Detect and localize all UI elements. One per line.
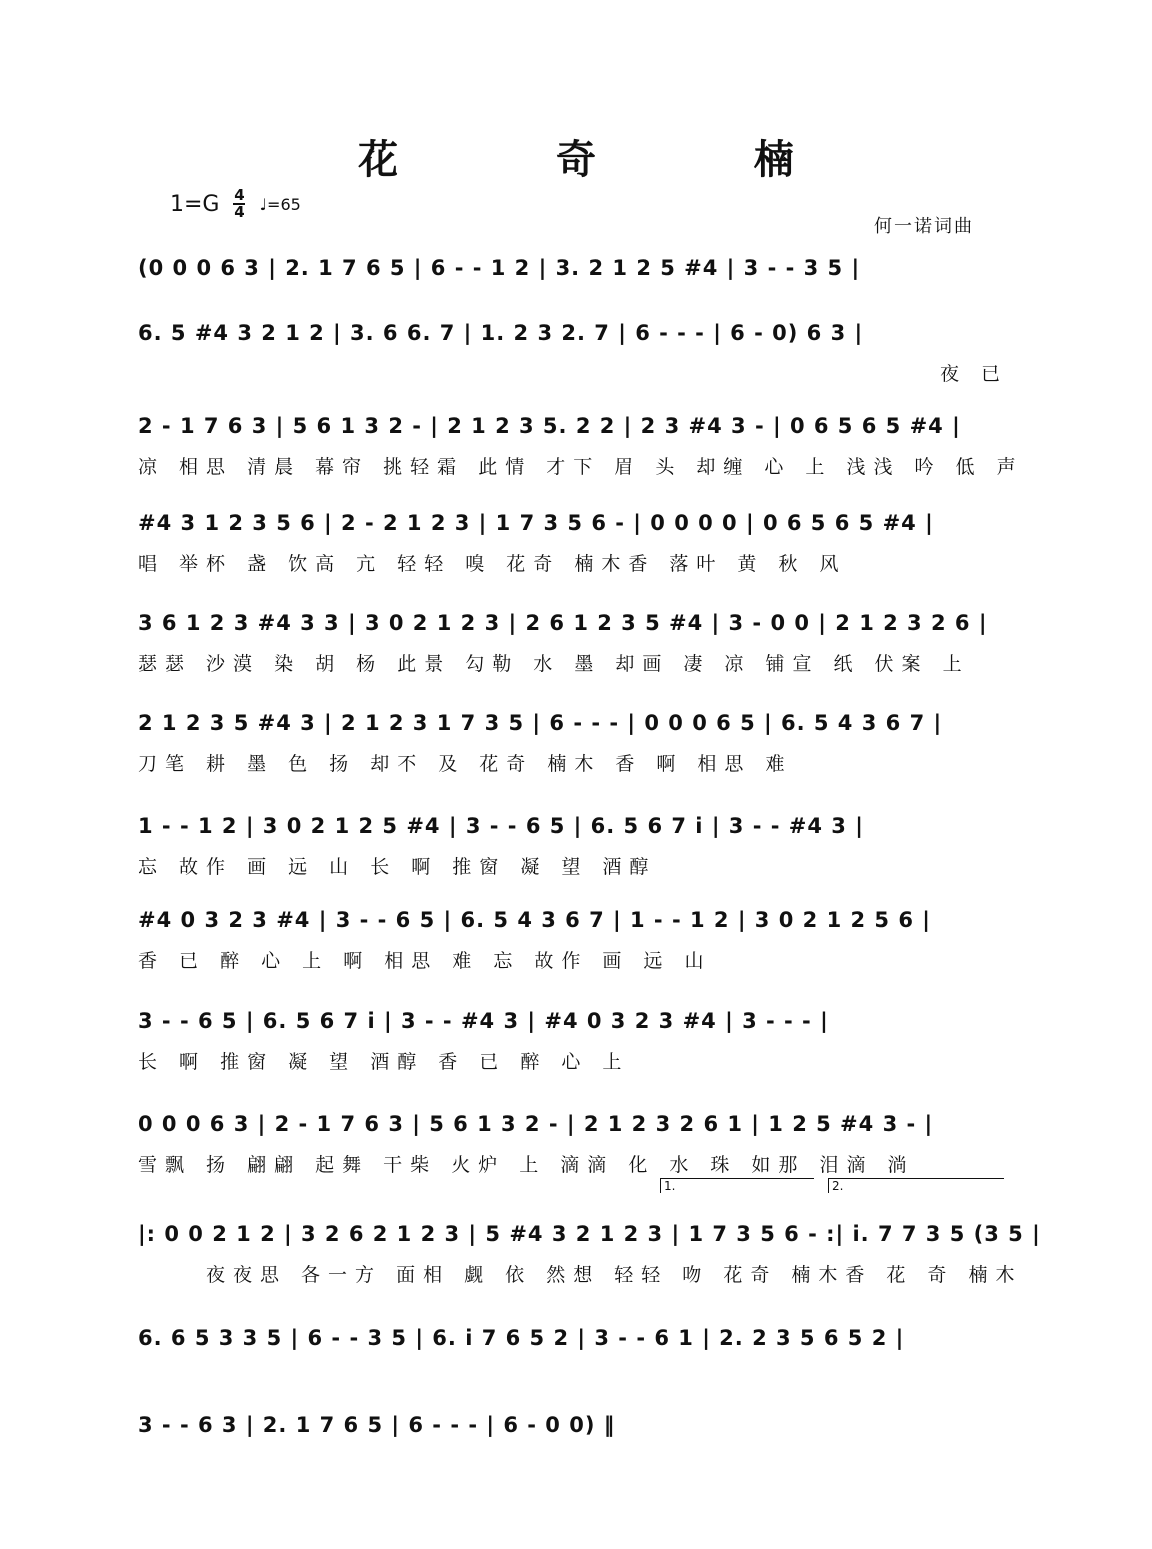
score-system-11 (138, 1179, 1041, 1286)
notation-line: 2 - 1 7 6 3 | 5 6 1 3 2 - | 2 1 2 3 5. 2 2 | 2 3 #4 3 - | 0 6 5 6 5 #4 | (138, 414, 961, 438)
notation-line: #4 0 3 2 3 #4 | 3 - - 6 5 | 6. 5 4 3 6 7 | 1 - - 1 2 | 3 0 2 1 2 5 6 | (138, 908, 931, 932)
notation-line: 3 - - 6 3 | 2. 1 7 6 5 | 6 - - - | 6 - 0 0) ‖ (138, 1413, 616, 1437)
score-system-7 (138, 806, 1008, 878)
lyrics-line: 刀笔 耕 墨 色 扬 却不 及 花奇 楠木 香 啊 相思 难 (138, 753, 793, 775)
notation-line: 1 - - 1 2 | 3 0 2 1 2 5 #4 | 3 - - 6 5 | 6. 5 6 7 i | 3 - - #4 3 | (138, 814, 864, 838)
lyrics-line: 夜 已 (939, 363, 1008, 385)
score-system-4 (138, 503, 1008, 575)
lyrics-line: 瑟瑟 沙漠 染 胡 杨 此景 勾勒 水 墨 却画 凄 凉 铺宣 纸 伏案 上 (138, 653, 970, 675)
score-system-9 (138, 1001, 1008, 1073)
score-system-1 (138, 248, 1008, 320)
first-ending-bracket: 1. (660, 1178, 814, 1193)
score-system-13 (138, 1405, 1008, 1445)
time-signature (233, 188, 245, 220)
song-title: 花 奇 楠 (358, 137, 866, 183)
lyrics-line: 唱 举杯 盏 饮高 亢 轻轻 嗅 花奇 楠木香 落叶 黄 秋 风 (138, 553, 847, 575)
lyrics-line: 凉 相思 清晨 幕帘 挑轻霜 此情 才下 眉 头 却缠 心 上 浅浅 吟 低 声 (138, 456, 1024, 478)
notation-line: 6. 6 5 3 3 5 | 6 - - 3 5 | 6. i 7 6 5 2 | 3 - - 6 1 | 2. 2 3 5 6 5 2 | (138, 1326, 905, 1350)
notation-line: 3 6 1 2 3 #4 3 3 | 3 0 2 1 2 3 | 2 6 1 2 3 5 #4 | 3 - 0 0 | 2 1 2 3 2 6 | (138, 611, 988, 635)
score-system-3 (138, 406, 1024, 478)
lyrics-line: 香 已 醉 心 上 啊 相思 难 忘 故作 画 远 山 (138, 950, 712, 972)
composer-credit: 何一诺词曲 (874, 216, 974, 237)
second-ending-bracket: 2. (828, 1178, 1004, 1193)
notation-line: 0 0 0 6 3 | 2 - 1 7 6 3 | 5 6 1 3 2 - | 2 1 2 3 2 6 1 | 1 2 5 #4 3 - | (138, 1112, 934, 1136)
lyrics-line: 雪飘 扬 翩翩 起舞 干柴 火炉 上 滴滴 化 水 珠 如那 泪滴 淌 (138, 1154, 915, 1176)
lyrics-line: 夜夜思 各一方 面相 觑 依 然想 轻轻 吻 花奇 楠木香 花 奇 楠木 (206, 1264, 1023, 1286)
score-system-10 (138, 1104, 1008, 1176)
score-system-6 (138, 703, 1008, 775)
score-system-8 (138, 900, 1008, 972)
key-time-tempo (170, 188, 301, 220)
score-system-5 (138, 603, 1008, 675)
notation-line: #4 3 1 2 3 5 6 | 2 - 2 1 2 3 | 1 7 3 5 6 - | 0 0 0 0 | 0 6 5 6 5 #4 | (138, 511, 934, 535)
notation-line: (0 0 0 6 3 | 2. 1 7 6 5 | 6 - - 1 2 | 3. 2 1 2 5 #4 | 3 - - 3 5 | (138, 256, 861, 280)
notation-line: 3 - - 6 5 | 6. 5 6 7 i | 3 - - #4 3 | #4 0 3 2 3 #4 | 3 - - - | (138, 1009, 829, 1033)
time-signature-bottom: 4 (234, 203, 245, 221)
time-signature-top: 4 (234, 186, 245, 204)
tempo-marking: ♩=65 (259, 194, 301, 214)
score-system-12 (138, 1318, 1008, 1358)
notation-line: |: 0 0 2 1 2 | 3 2 6 2 1 2 3 | 5 #4 3 2 1 2 3 | 1 7 3 5 6 - :| i. 7 7 3 5 (3 5 | (138, 1222, 1041, 1246)
notation-line: 2 1 2 3 5 #4 3 | 2 1 2 3 1 7 3 5 | 6 - - - | 0 0 0 6 5 | 6. 5 4 3 6 7 | (138, 711, 943, 735)
score-system-2 (138, 313, 1008, 385)
notation-line: 6. 5 #4 3 2 1 2 | 3. 6 6. 7 | 1. 2 3 2. 7 | 6 - - - | 6 - 0) 6 3 | (138, 321, 864, 345)
key-signature: 1=G (170, 191, 220, 217)
lyrics-line: 忘 故作 画 远 山 长 啊 推窗 凝 望 酒醇 (138, 856, 657, 878)
lyrics-line: 长 啊 推窗 凝 望 酒醇 香 已 醉 心 上 (138, 1051, 630, 1073)
